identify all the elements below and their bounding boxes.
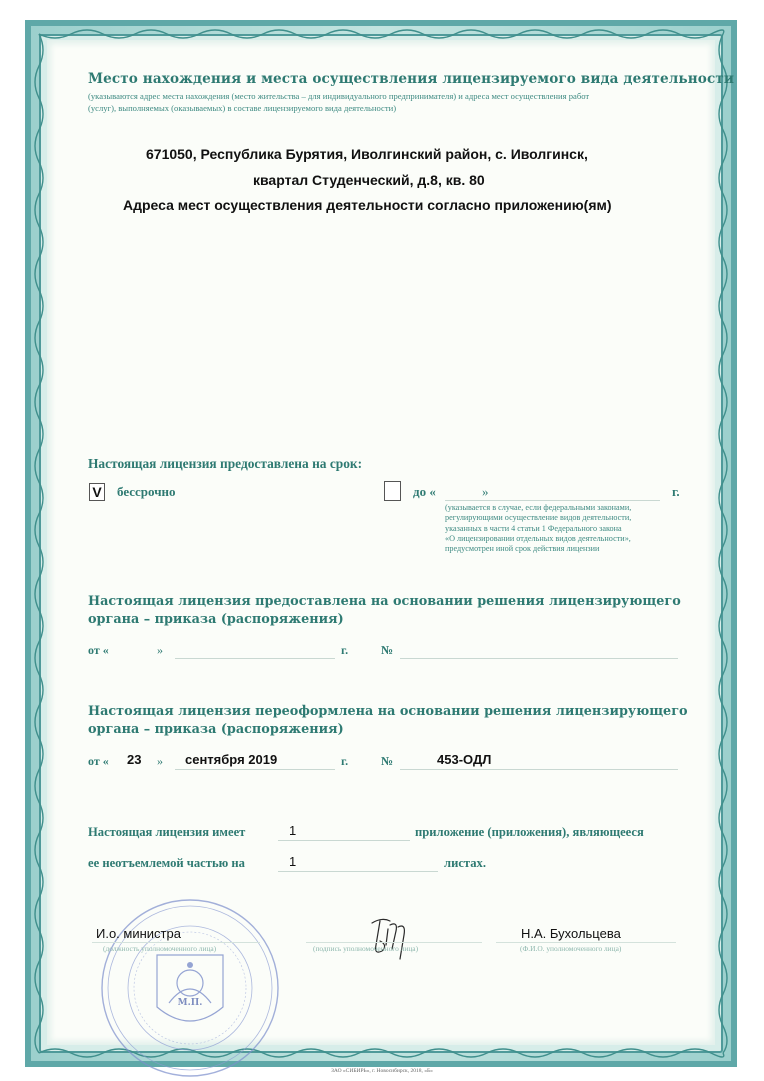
position-line xyxy=(92,942,260,943)
term-heading: Настоящая лицензия предоставлена на срок: xyxy=(88,456,363,471)
until-note-line: «О лицензировании отдельных видов деятельности», xyxy=(445,533,631,543)
handwritten-signature xyxy=(362,915,422,965)
name-line xyxy=(496,942,676,943)
reissue-number-line xyxy=(400,769,678,770)
until-note-line: (указывается в случае, если федеральными законами, xyxy=(445,503,632,512)
position-caption: (должность уполномоченного лица) xyxy=(103,944,217,953)
appendix-line2-prefix: ее неотъемлемой частью на xyxy=(88,856,245,870)
until-quote-close: » xyxy=(482,484,489,499)
location-note-line1: (указываются адрес места нахождения (место жительства – для индивидуального предпринимателя) и адреса мест осуществления работ xyxy=(88,91,590,101)
stamp-mp-label: М.П. xyxy=(177,998,203,1008)
appendix-line2-suffix: листах. xyxy=(444,856,486,870)
until-note-line: указанных в части 4 статьи 1 Федерального закона xyxy=(445,523,622,533)
grant-heading-line2: органа – приказа (распоряжения) xyxy=(88,612,344,627)
appendix-line1-suffix: приложение (приложения), являющееся xyxy=(415,825,644,839)
grant-date-line xyxy=(175,658,335,659)
reissue-quote-close: » xyxy=(157,754,163,768)
signer-name: Н.А. Бухольцева xyxy=(521,926,621,941)
grant-number-label: № xyxy=(381,643,394,657)
official-seal xyxy=(97,895,283,1081)
name-caption: (Ф.И.О. уполномоченного лица) xyxy=(520,944,622,953)
reissue-number[interactable]: 453-ОДЛ xyxy=(437,752,492,767)
reissue-heading-line1: Настоящая лицензия переоформлена на основании решения лицензирующего xyxy=(88,704,688,719)
grant-year-suffix: г. xyxy=(341,643,349,657)
location-note-line2: (услуг), выполняемых (оказываемых) в составе лицензируемого вида деятельности) xyxy=(88,103,397,113)
grant-heading-line1: Настоящая лицензия предоставлена на основании решения лицензирующего xyxy=(88,594,681,609)
until-date-checkbox[interactable] xyxy=(384,481,401,501)
address-line3: Адреса мест осуществления деятельности согласно приложению(ям) xyxy=(123,197,612,213)
until-prefix: до « xyxy=(413,484,436,499)
reissue-month-year[interactable]: сентября 2019 xyxy=(185,752,278,767)
until-note-line: предусмотрен иной срок действия лицензии xyxy=(445,544,600,554)
location-heading: Место нахождения и места осуществления лицензируемого вида деятельности xyxy=(88,71,735,87)
signature-line xyxy=(306,942,482,943)
appendix-line1-prefix: Настоящая лицензия имеет xyxy=(88,825,246,839)
appendix-count-line xyxy=(278,840,410,841)
until-date-line xyxy=(445,500,660,501)
sheet-count[interactable]: 1 xyxy=(289,854,297,869)
printer-imprint: ЗАО «СИБИРЬ», г. Новосибирск, 2018, «Б» xyxy=(331,1068,433,1074)
reissue-date-line xyxy=(175,769,335,770)
grant-number-line xyxy=(400,658,678,659)
reissue-year-suffix: г. xyxy=(341,754,349,768)
signer-position: И.о. министра xyxy=(96,926,181,941)
reissue-day[interactable]: 23 xyxy=(127,752,142,767)
until-note-line: регулирующими осуществление видов деятельности, xyxy=(445,513,632,523)
indefinite-checkbox[interactable] xyxy=(89,483,105,501)
grant-quote-close: » xyxy=(157,643,163,657)
until-year-suffix: г. xyxy=(672,484,680,499)
address-line1: 671050, Республика Бурятия, Иволгинский район, с. Иволгинск, xyxy=(146,146,588,162)
address-line2: квартал Студенческий, д.8, кв. 80 xyxy=(253,172,485,188)
signature-caption: (подпись уполномоченного лица) xyxy=(313,944,419,953)
reissue-from-label: от « xyxy=(88,754,109,768)
indefinite-label: бессрочно xyxy=(117,484,176,499)
checkmark: V xyxy=(92,484,102,500)
appendix-count[interactable]: 1 xyxy=(289,823,297,838)
until-note xyxy=(445,503,685,554)
reissue-heading-line2: органа – приказа (распоряжения) xyxy=(88,722,344,737)
reissue-number-label: № xyxy=(381,754,394,768)
grant-from-label: от « xyxy=(88,643,109,657)
sheet-count-line xyxy=(278,871,438,872)
